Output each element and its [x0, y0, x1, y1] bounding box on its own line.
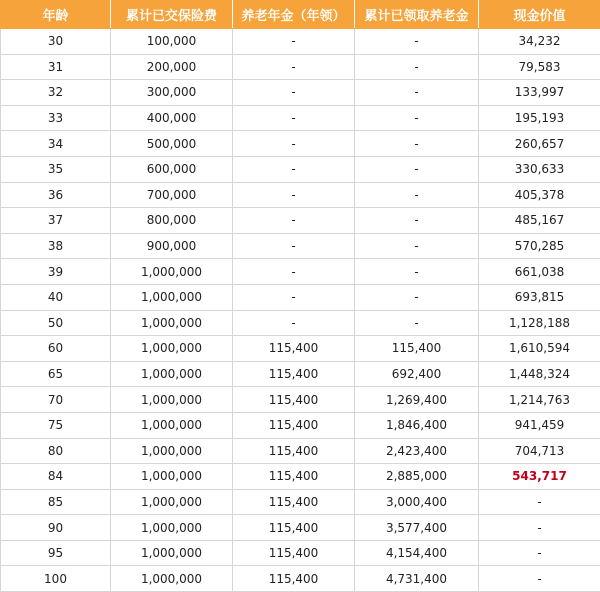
annual-pension-cell: -	[233, 182, 355, 208]
cash-value-cell: 485,167	[479, 208, 600, 234]
annual-pension-cell: -	[233, 156, 355, 182]
age-cell: 40	[1, 284, 111, 310]
pension-received-cell: -	[355, 156, 479, 182]
age-cell: 90	[1, 515, 111, 541]
cash-value-cell: 260,657	[479, 131, 600, 157]
table-row	[1, 105, 600, 131]
age-cell: 35	[1, 156, 111, 182]
table-row	[1, 259, 600, 285]
cash-value-cell: 543,717	[479, 464, 600, 490]
age-cell: 70	[1, 387, 111, 413]
cash-value-cell: 1,610,594	[479, 336, 600, 362]
table-row	[1, 515, 600, 541]
age-cell: 60	[1, 336, 111, 362]
age-cell: 32	[1, 80, 111, 106]
cash-value-cell: -	[479, 566, 600, 592]
table-row	[1, 540, 600, 566]
annual-pension-cell: 115,400	[233, 387, 355, 413]
premium-paid-cell: 1,000,000	[111, 310, 233, 336]
premium-paid-cell: 1,000,000	[111, 515, 233, 541]
annual-pension-cell: 115,400	[233, 515, 355, 541]
cash-value-cell: 693,815	[479, 284, 600, 310]
cash-value-cell: 1,448,324	[479, 361, 600, 387]
pension-received-cell: -	[355, 80, 479, 106]
table-row	[1, 182, 600, 208]
premium-paid-cell: 1,000,000	[111, 540, 233, 566]
cash-value-cell: 661,038	[479, 259, 600, 285]
premium-paid-cell: 1,000,000	[111, 336, 233, 362]
age-cell: 38	[1, 233, 111, 259]
pension-received-cell: -	[355, 182, 479, 208]
pension-received-cell: -	[355, 233, 479, 259]
table-row	[1, 464, 600, 490]
annual-pension-cell: 115,400	[233, 412, 355, 438]
pension-received-cell: 4,731,400	[355, 566, 479, 592]
age-cell: 95	[1, 540, 111, 566]
age-cell: 37	[1, 208, 111, 234]
pension-received-cell: -	[355, 259, 479, 285]
age-cell: 39	[1, 259, 111, 285]
cash-value-cell: -	[479, 489, 600, 515]
cash-value-cell: 34,232	[479, 29, 600, 55]
pension-received-cell: -	[355, 131, 479, 157]
table-row	[1, 412, 600, 438]
age-cell: 50	[1, 310, 111, 336]
pension-received-cell: 1,269,400	[355, 387, 479, 413]
header-annual-pension: 养老年金（年领）	[233, 1, 355, 29]
annual-pension-cell: 115,400	[233, 336, 355, 362]
cash-value-cell: 79,583	[479, 54, 600, 80]
annual-pension-cell: -	[233, 233, 355, 259]
table-header	[1, 1, 600, 29]
annual-pension-cell: 115,400	[233, 361, 355, 387]
cash-value-cell: 133,997	[479, 80, 600, 106]
premium-paid-cell: 1,000,000	[111, 387, 233, 413]
cash-value-cell: 704,713	[479, 438, 600, 464]
pension-received-cell: 2,885,000	[355, 464, 479, 490]
cash-value-cell: 405,378	[479, 182, 600, 208]
cash-value-cell: -	[479, 540, 600, 566]
age-cell: 33	[1, 105, 111, 131]
table-row	[1, 336, 600, 362]
header-row	[1, 1, 600, 29]
pension-received-cell: -	[355, 54, 479, 80]
pension-received-cell: 1,846,400	[355, 412, 479, 438]
premium-paid-cell: 600,000	[111, 156, 233, 182]
table-row	[1, 438, 600, 464]
premium-paid-cell: 400,000	[111, 105, 233, 131]
table-row	[1, 54, 600, 80]
header-premium-paid: 累计已交保险费	[111, 1, 233, 29]
age-cell: 34	[1, 131, 111, 157]
age-cell: 80	[1, 438, 111, 464]
premium-paid-cell: 200,000	[111, 54, 233, 80]
table-row	[1, 361, 600, 387]
annual-pension-cell: 115,400	[233, 540, 355, 566]
age-cell: 31	[1, 54, 111, 80]
premium-paid-cell: 1,000,000	[111, 284, 233, 310]
premium-paid-cell: 1,000,000	[111, 464, 233, 490]
premium-paid-cell: 800,000	[111, 208, 233, 234]
pension-received-cell: -	[355, 29, 479, 55]
annual-pension-cell: 115,400	[233, 464, 355, 490]
annual-pension-cell: -	[233, 284, 355, 310]
cash-value-cell: 941,459	[479, 412, 600, 438]
premium-paid-cell: 1,000,000	[111, 361, 233, 387]
annual-pension-cell: 115,400	[233, 438, 355, 464]
annual-pension-cell: -	[233, 310, 355, 336]
pension-received-cell: 4,154,400	[355, 540, 479, 566]
pension-received-cell: 115,400	[355, 336, 479, 362]
table-row	[1, 156, 600, 182]
annual-pension-cell: -	[233, 80, 355, 106]
premium-paid-cell: 300,000	[111, 80, 233, 106]
age-cell: 30	[1, 29, 111, 55]
table-row	[1, 310, 600, 336]
table-body	[1, 29, 600, 592]
pension-received-cell: 3,577,400	[355, 515, 479, 541]
cash-value-cell: 195,193	[479, 105, 600, 131]
age-cell: 100	[1, 566, 111, 592]
premium-paid-cell: 1,000,000	[111, 566, 233, 592]
premium-paid-cell: 700,000	[111, 182, 233, 208]
annual-pension-cell: -	[233, 54, 355, 80]
pension-received-cell: -	[355, 284, 479, 310]
premium-paid-cell: 1,000,000	[111, 259, 233, 285]
premium-paid-cell: 1,000,000	[111, 489, 233, 515]
table-row	[1, 208, 600, 234]
cash-value-cell: 570,285	[479, 233, 600, 259]
age-cell: 84	[1, 464, 111, 490]
cash-value-cell: 330,633	[479, 156, 600, 182]
table-row	[1, 489, 600, 515]
pension-received-cell: -	[355, 208, 479, 234]
age-cell: 75	[1, 412, 111, 438]
annual-pension-cell: 115,400	[233, 566, 355, 592]
premium-paid-cell: 1,000,000	[111, 438, 233, 464]
table-row	[1, 131, 600, 157]
age-cell: 65	[1, 361, 111, 387]
pension-received-cell: -	[355, 310, 479, 336]
premium-paid-cell: 500,000	[111, 131, 233, 157]
pension-received-cell: 3,000,400	[355, 489, 479, 515]
header-cash-value: 现金价值	[479, 1, 600, 29]
cash-value-cell: 1,214,763	[479, 387, 600, 413]
table-row	[1, 29, 600, 55]
pension-received-cell: 2,423,400	[355, 438, 479, 464]
cash-value-cell: 1,128,188	[479, 310, 600, 336]
pension-received-cell: -	[355, 105, 479, 131]
table-row	[1, 80, 600, 106]
annual-pension-cell: -	[233, 105, 355, 131]
annual-pension-cell: -	[233, 29, 355, 55]
header-pension-received: 累计已领取养老金	[355, 1, 479, 29]
annual-pension-cell: 115,400	[233, 489, 355, 515]
header-age: 年龄	[1, 1, 111, 29]
age-cell: 85	[1, 489, 111, 515]
annual-pension-cell: -	[233, 131, 355, 157]
table-row	[1, 387, 600, 413]
table-row	[1, 566, 600, 592]
table-row	[1, 284, 600, 310]
premium-paid-cell: 900,000	[111, 233, 233, 259]
annual-pension-cell: -	[233, 259, 355, 285]
pension-received-cell: 692,400	[355, 361, 479, 387]
cash-value-cell: -	[479, 515, 600, 541]
premium-paid-cell: 1,000,000	[111, 412, 233, 438]
annual-pension-cell: -	[233, 208, 355, 234]
age-cell: 36	[1, 182, 111, 208]
premium-paid-cell: 100,000	[111, 29, 233, 55]
table-row	[1, 233, 600, 259]
